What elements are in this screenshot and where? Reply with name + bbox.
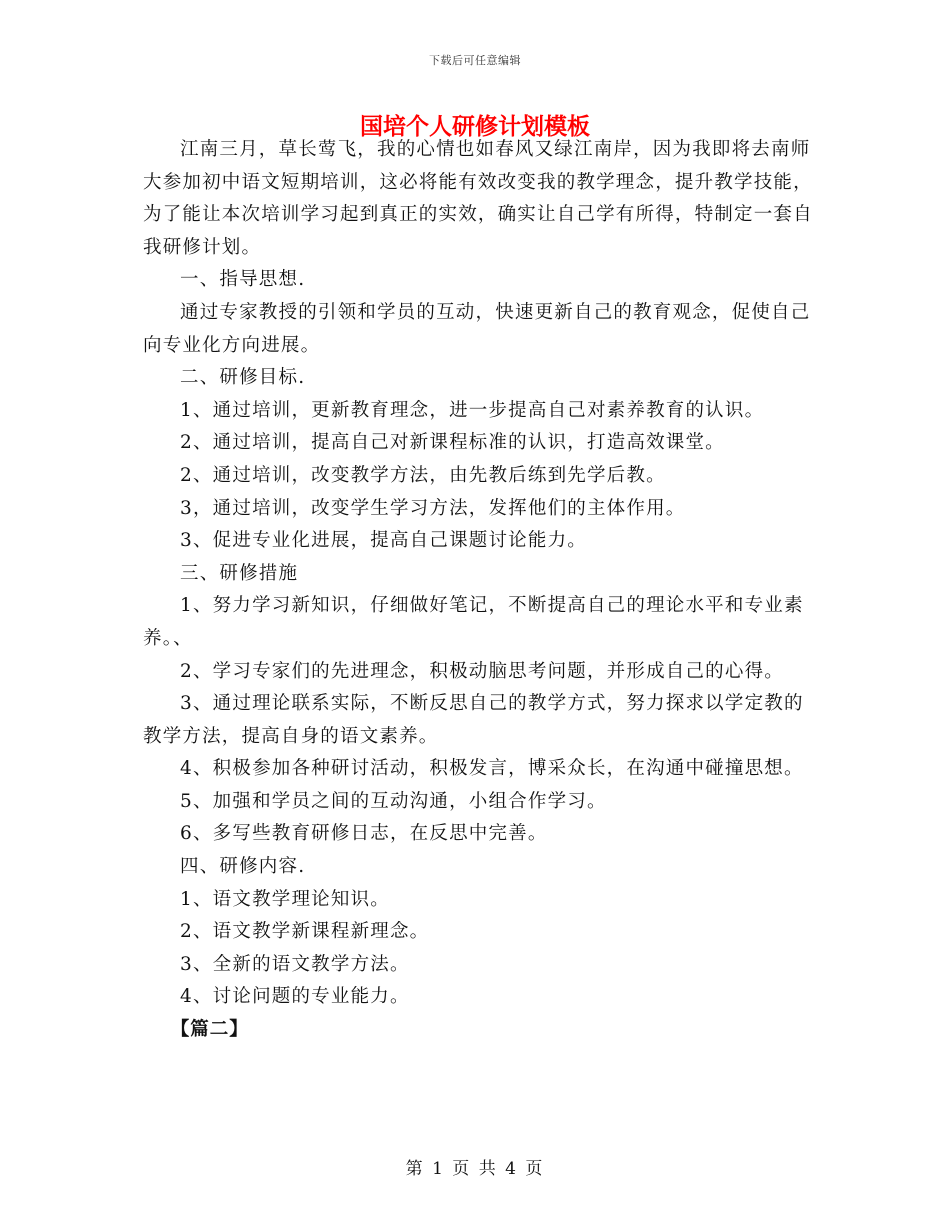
list-item: 2、语文教学新课程新理念。	[180, 921, 430, 943]
list-item: 3、全新的语文教学方法。	[180, 953, 410, 975]
list-item: 3、促进专业化进展，提高自己课题讨论能力。	[180, 530, 587, 552]
document-title: 国培个人研修计划模板	[360, 113, 590, 140]
section-marker: 【篇二】	[170, 1019, 249, 1041]
list-item: 2、通过培训，改变教学方法，由先教后练到先学后教。	[180, 464, 666, 486]
list-item: 2、学习专家们的先进理念，积极动脑思考问题，并形成自己的心得。	[180, 660, 784, 682]
section-heading-goals: 二、研修目标.	[180, 367, 306, 389]
intro-paragraph: 江南三月，草长莺飞，我的心情也如春风又绿江南岸，因为我即将去南师大参加初中语文短期培训，这必将能有效改变我的教学理念，提升教学技能，为了能让本次培训学习起到真正的实效，确实让自己学有所得，特制定一套自我研修计划。	[143, 139, 813, 258]
section-heading-guiding-thought: 一、指导思想.	[180, 269, 306, 291]
list-item: 4、讨论问题的专业能力。	[180, 986, 410, 1008]
list-item: 1、通过培训，更新教育理念，进一步提高自己对素养教育的认识。	[180, 399, 765, 421]
list-item: 6、多写些教育研修日志，在反思中完善。	[180, 823, 548, 845]
page-number: 第 1 页 共 4 页	[405, 1159, 545, 1179]
paragraph: 通过专家教授的引领和学员的互动，快速更新自己的教育观念，促使自己向专业化方向进展。	[143, 301, 811, 356]
document-body	[143, 134, 823, 1047]
list-item: 1、努力学习新知识，仔细做好笔记，不断提高自己的理论水平和专业素养。、	[143, 595, 804, 649]
list-item: 3、通过理论联系实际，不断反思自己的教学方式，努力探求以学定教的教学方法，提高自身的语文素养。	[143, 693, 804, 747]
list-item: 1、语文教学理论知识。	[180, 888, 390, 910]
list-item: 3，通过培训，改变学生学习方法，发挥他们的主体作用。	[180, 497, 686, 519]
header-note: 下载后可任意编辑	[429, 54, 521, 67]
section-heading-content: 四、研修内容.	[180, 856, 306, 878]
list-item: 5、加强和学员之间的互动沟通，小组合作学习。	[180, 790, 607, 812]
list-item: 2、通过培训，提高自己对新课程标准的认识，打造高效课堂。	[180, 432, 725, 454]
list-item: 4、积极参加各种研讨活动，积极发言，博采众长，在沟通中碰撞思想。	[180, 758, 804, 780]
section-heading-measures: 三、研修措施	[180, 562, 299, 584]
